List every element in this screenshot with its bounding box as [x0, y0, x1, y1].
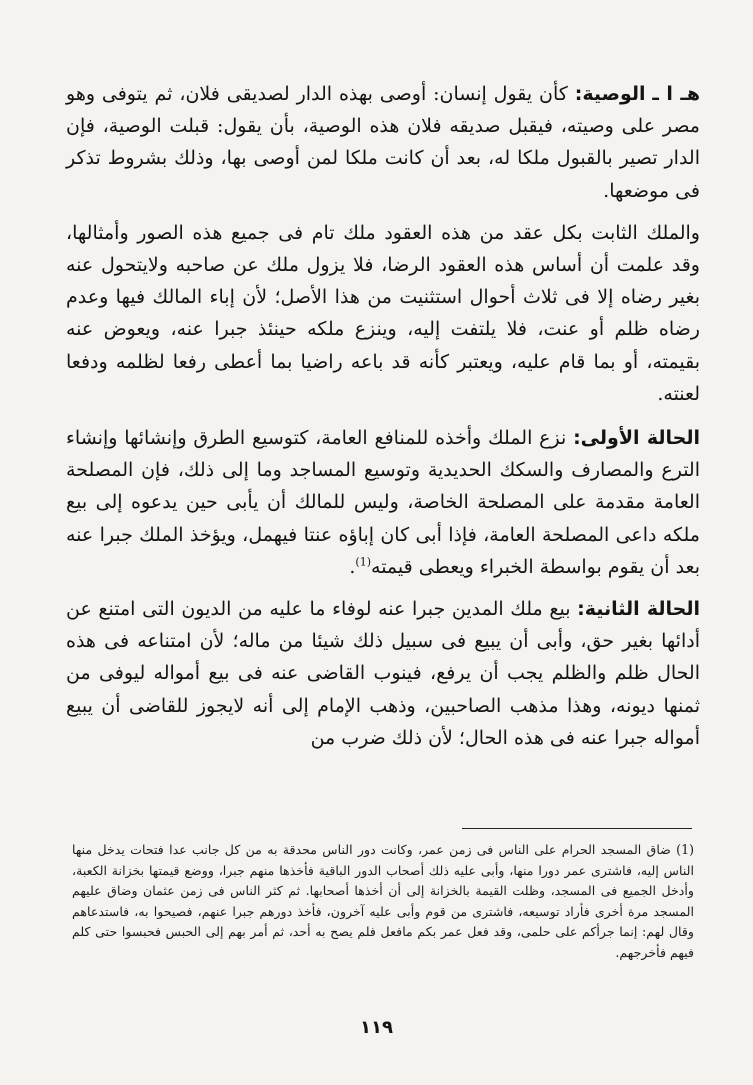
text-case-1-end: . — [349, 555, 356, 578]
section-mark: هـ ا ـ — [652, 83, 700, 105]
main-text-body — [66, 78, 700, 754]
text-milk: والملك الثابت بكل عقد من هذه العقود ملك تام فى جميع هذه الصور وأمثالها، وقد علمت أن أساس هذه العقود الرضا، فلا يزول ملك عن صاحبه ولايتحول عنه بغير رضاه إلا فى ثلاث أحوال استثنيت من هذا الأصل؛ لأن إباء المالك فيها وعدم رضاه ظلم أو عنت، فلا يلتفت إليه، وينزع ملكه حينئذ جبرا عنه، ويعوض عنه بقيمته، أو بما قام عليه، ويعتبر كأنه قد باعه راضيا بما أعطى رفعا لظلمه ودفعا لعنته. — [66, 221, 700, 405]
footnote-ref-1: (1) — [355, 555, 372, 569]
paragraph-milk — [66, 217, 700, 410]
paragraph-case-2 — [66, 593, 700, 754]
heading-wasiyya: الوصية: — [574, 83, 646, 105]
heading-case-2: الحالة الثانية: — [577, 598, 701, 621]
paragraph-case-1 — [66, 422, 700, 583]
heading-case-1: الحالة الأولى: — [573, 427, 701, 450]
footnote-separator — [462, 828, 692, 829]
text-case-2: بيع ملك المدين جبرا عنه لوفاء ما عليه من الديون التى امتنع عن أدائها بغير حق، وأبى أن يبيع فى سبيل ذلك شيئا من ماله؛ لأن امتناعه فى هذه الحال ظلم والظلم يجب أن يرفع، فينوب القاضى عنه فى بيع أمواله ليوفى من ثمنها ديونه، وهذا مذهب الصاحبين، وذهب الإمام إلى أنه لايجوز للقاضى أن يبيع أمواله جبرا عنه فى هذه الحال؛ لأن ذلك ضرب من — [66, 598, 700, 749]
page-number: ١١٩ — [360, 1017, 393, 1038]
text-wasiyya: كأن يقول إنسان: أوصى بهذه الدار لصديقى فلان، ثم يتوفى وهو مصر على وصيته، فيقبل صديقه فلان هذه الوصية، بأن يقول: قبلت الوصية، فإن الدار تصير بالقبول ملكا له، بعد أن كانت ملكا لمن أوصى بها، وذلك بشروط تذكر فى موضعها. — [66, 83, 700, 202]
paragraph-wasiyya — [66, 78, 700, 207]
text-case-1: نزع الملك وأخذه للمنافع العامة، كتوسيع الطرق وإنشائها وإنشاء الترع والمصارف والسكك الحديدية وتوسيع المساجد وما إلى ذلك، فإن المصلحة العامة مقدمة على المصلحة الخاصة، وليس للمالك أن يأبى حين يدعوه إلى بيع ملكه داعى المصلحة العامة، فإذا أبى كان إباؤه عنتا فيهمل، ويؤخذ الملك جبرا عنه بعد أن يقوم بواسطة الخبراء ويعطى قيمته — [66, 427, 700, 578]
footnote-1: (1) ضاق المسجد الحرام على الناس فى زمن عمر، وكانت دور الناس محدقة به من كل جانب عدا فتحات يدخل منها الناس إليه، فاشترى عمر دورا منها، وأبى عليه ذلك أصحاب الدور الباقية فأخذها منهم جبرا، ووضع قيمتها بخزانة الكعبة، وأدخل الجميع فى المسجد، وظلت القيمة بالخزانة إلى أن أخذها أصحابها. ثم كثر الناس فى زمن عثمان وضاق عليهم المسجد مرة أخرى فأراد توسيعه، فاشترى من قوم وأبى عليه آخرون، فأخذ دورهم جبرا عنهم، فصيحوا به، فاستدعاهم وقال لهم: إنما جرأكم على حلمى، وقد فعل عمر بكم مافعل فلم يصح به أحد، ثم أمر بهم إلى الحبس فحبسوا حتى كلم فيهم فأخرجهم. — [72, 842, 694, 960]
